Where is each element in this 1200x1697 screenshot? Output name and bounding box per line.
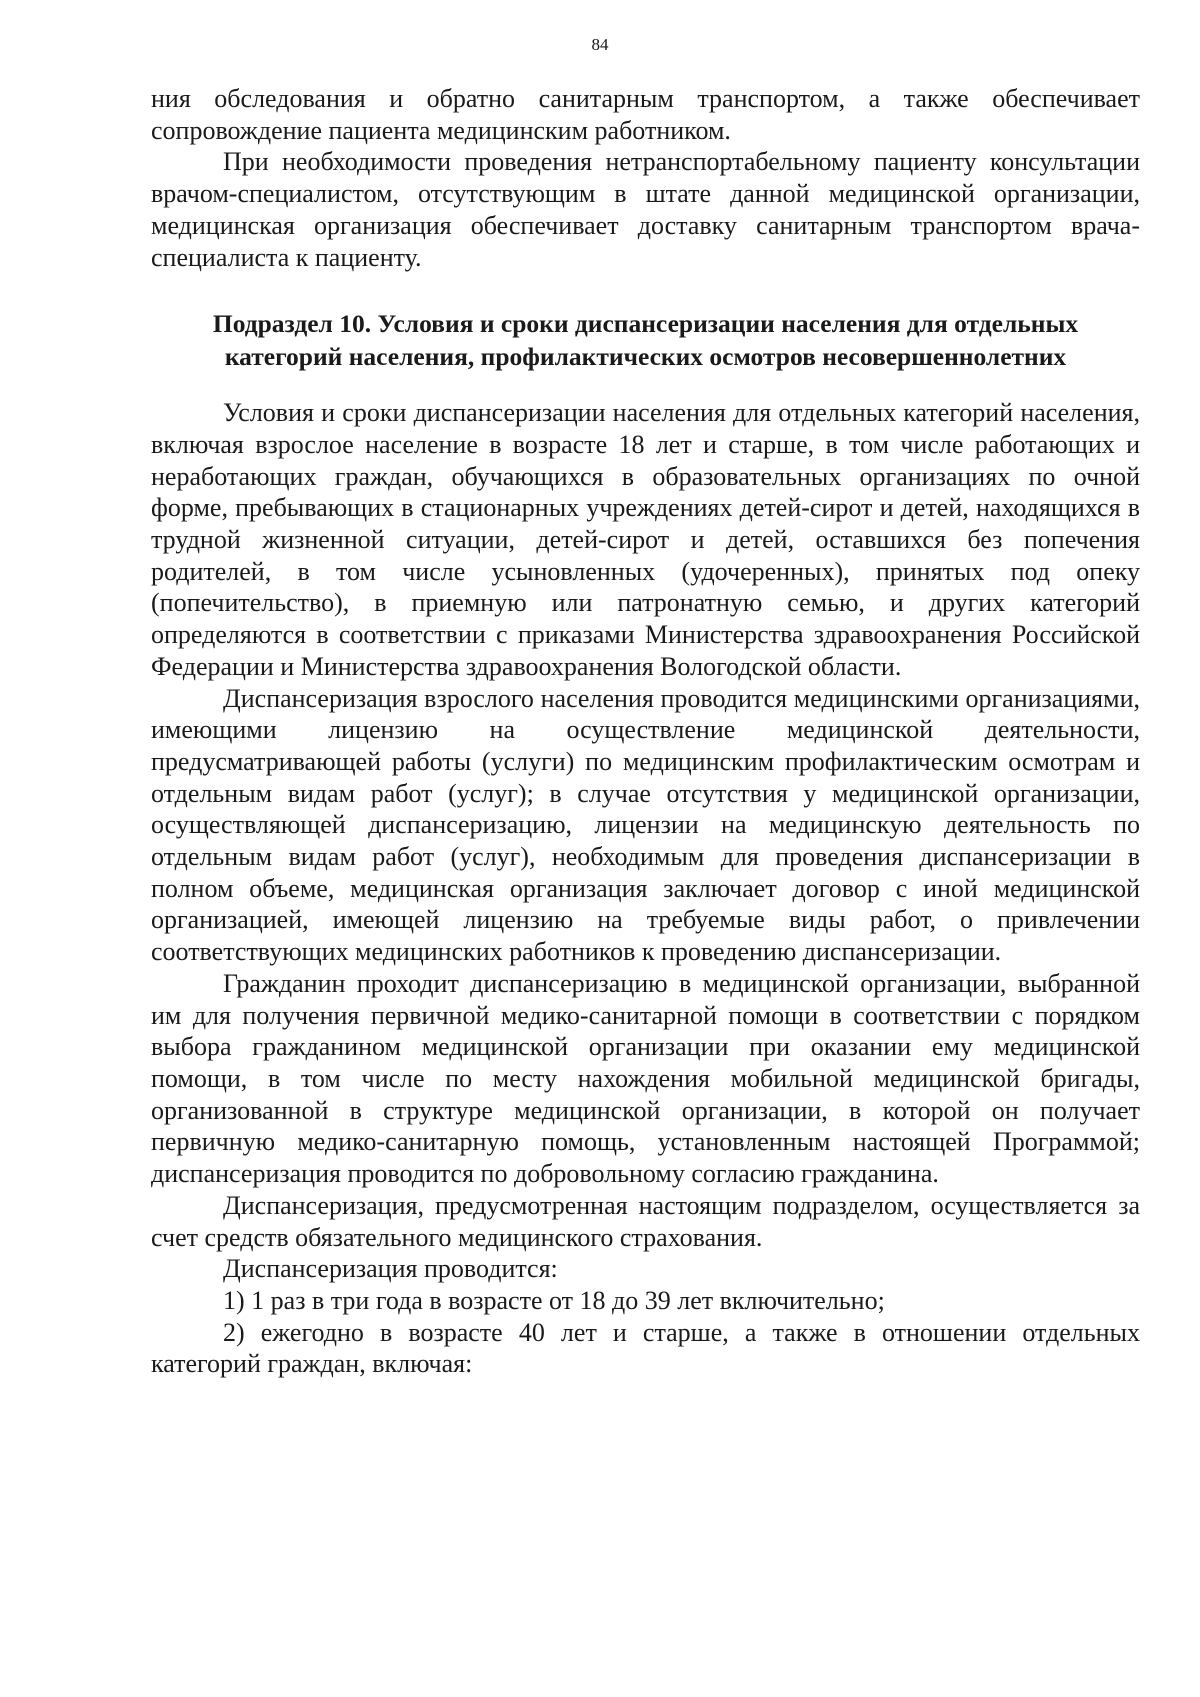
paragraph-continuation: ния обследования и обратно санитарным транспортом, а также обеспечивает сопровождение пациента медицинским работником. [151, 84, 1140, 145]
paragraph-citizen: Гражданин проходит диспансеризацию в медицинской организации, выбранной им для получения первичной медико-санитарной помощи в соответствии с порядком выбора гражданином медицинской организации при оказании ему медицинской помощи, в том числе по месту нахождения мобильной медицинской бригады, организованной в структуре медицинской организации, в которой он получает первичную медико-санитарную помощь, установленным настоящей Программой; диспансеризация проводится по добровольному согласию гражданина. [151, 968, 1140, 1189]
section-heading-line-2: категорий населения, профилактических осмотров несовершеннолетних [224, 342, 1067, 372]
paragraph-conditions: Условия и сроки диспансеризации населения для отдельных категорий населения, включая взрослое население в возрасте 18 лет и старше, в том числе работающих и неработающих граждан, обучающихся в образовательных организациях по очной форме, пребывающих в стационарных учреждениях детей-сирот и детей, находящихся в трудной жизненной ситуации, детей-сирот и детей, оставшихся без попечения родителей, в том числе усыновленных (удочеренных), принятых под опеку (попечительство), в приемную или патронатную семью, и других категорий определяются в соответствии с приказами Министерства здравоохранения Российской Федерации и Министерства здравоохранения Вологодской области. [151, 398, 1140, 681]
paragraph-adult-dispensary: Диспансеризация взрослого населения проводится медицинскими организациями, имеющими лицензию на осуществление медицинской деятельности, предусматривающей работы (услуги) по медицинским профилактическим осмотрам и отдельным видам работ (услуг); в случае отсутствия у медицинской организации, осуществляющей диспансеризацию, лицензии на медицинскую деятельность по отдельным видам работ (услуг), необходимым для проведения диспансеризации в полном объеме, медицинская организация заключает договор с иной медицинской организацией, имеющей лицензию на требуемые виды работ, о привлечении соответствующих медицинских работников к проведению диспансеризации. [151, 683, 1140, 967]
list-item-1: 1) 1 раз в три года в возрасте от 18 до 39 лет включительно; [223, 1285, 885, 1315]
document-body [151, 83, 1140, 1380]
paragraph-funding: Диспансеризация, предусмотренная настоящим подразделом, осуществляется за счет средств обязательного медицинского страхования. [151, 1190, 1140, 1252]
section-heading [151, 307, 1140, 373]
list-item-2: 2) ежегодно в возрасте 40 лет и старше, а также в отношении отдельных категорий граждан, включая: [151, 1317, 1140, 1379]
paragraph-consultation: При необходимости проведения нетранспортабельному пациенту консультации врачом-специалистом, отсутствующим в штате данной медицинской организации, медицинская организация обеспечивает доставку санитарным транспортом врача-специалиста к пациенту. [151, 147, 1140, 272]
paragraph-conducted: Диспансеризация проводится: [223, 1254, 558, 1284]
page-number: 84 [591, 35, 609, 54]
section-heading-line-1: Подраздел 10. Условия и сроки диспансеризации населения для отдельных [212, 309, 1079, 339]
